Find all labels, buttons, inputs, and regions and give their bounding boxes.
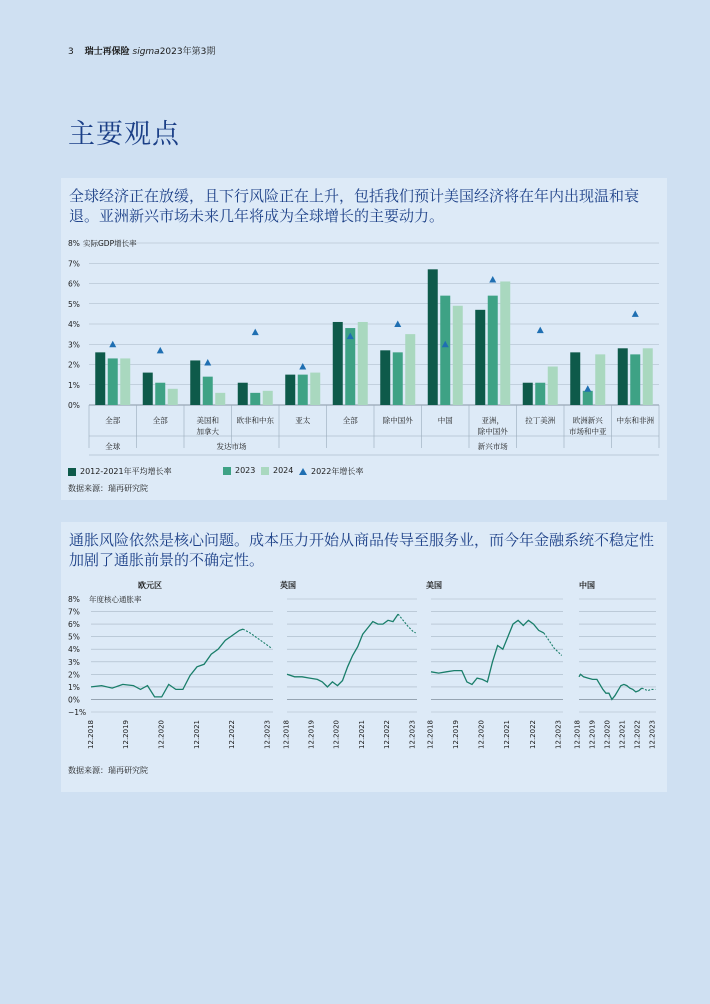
y-tick-label: 5% (68, 299, 80, 309)
inflation-forecast-line (544, 633, 562, 656)
bar (535, 383, 545, 405)
bar (143, 373, 153, 405)
bar (333, 322, 343, 405)
inflation-line (431, 620, 544, 684)
inflation-panel (61, 522, 667, 792)
legend-label-2024: 2024 (273, 466, 294, 475)
x-category-label: 亚太 (295, 416, 311, 425)
marker-2022 (299, 363, 306, 370)
triangle-marker-icon (299, 468, 307, 475)
publication-issue: 2023年第3期 (159, 47, 216, 57)
bar (523, 383, 533, 405)
gdp-source: 数据来源：瑞再研究院 (68, 484, 148, 493)
x-tick-label: 12.2021 (357, 720, 366, 749)
bar (643, 348, 653, 405)
x-tick-label: 12.2018 (573, 720, 582, 749)
x-tick-label: 12.2020 (477, 720, 486, 749)
legend-item-2022 (299, 466, 363, 477)
x-category-label: 中东和非洲 (616, 416, 654, 425)
legend-item-avg (68, 466, 172, 477)
x-tick-label: 12.2019 (451, 720, 460, 749)
group-label: 全球 (105, 442, 121, 451)
bar (488, 296, 498, 405)
legend-label-2023: 2023 (235, 466, 256, 475)
bar (285, 375, 295, 405)
marker-2022 (157, 347, 164, 354)
brand-name: 瑞士再保险 (84, 47, 130, 57)
x-category-label: 美国和 (196, 416, 219, 425)
mini-chart-title-us: 美国 (426, 581, 442, 590)
y-tick-label: 7% (68, 259, 80, 269)
mini-chart-title-eurozone: 欧元区 (138, 581, 162, 590)
bar (475, 310, 485, 405)
bar (250, 393, 260, 405)
bar (168, 389, 178, 405)
x-tick-label: 12.2020 (603, 720, 612, 749)
y-tick-label: 4% (68, 645, 80, 655)
x-tick-label: 12.2023 (554, 720, 563, 749)
inflation-panel-text: 通胀风险依然是核心问题。成本压力开始从商品传导至服务业，而今年金融系统不稳定性加剧了通胀前景的不确定性。 (69, 531, 655, 569)
bar (393, 352, 403, 405)
y-tick-label: 3% (68, 657, 80, 667)
bar (583, 391, 593, 405)
bar (345, 328, 355, 405)
y-tick-label: 7% (68, 607, 80, 617)
x-tick-label: 12.2020 (157, 720, 166, 749)
bar (310, 373, 320, 405)
bar (595, 354, 605, 405)
y-tick-label: −1% (68, 708, 87, 717)
gdp-bar-chart (61, 178, 667, 468)
y-tick-label: 6% (68, 620, 80, 630)
y-tick-label: 8% (68, 239, 80, 248)
x-tick-label: 12.2022 (383, 720, 392, 749)
bar (570, 352, 580, 405)
page-header (68, 44, 215, 57)
page-number: 3 (68, 47, 74, 57)
y-tick-label: 2% (68, 360, 80, 370)
inflation-line (287, 614, 398, 687)
bar (190, 360, 200, 405)
bar (215, 393, 225, 405)
x-tick-label: 12.2020 (332, 720, 341, 749)
x-tick-label: 12.2019 (307, 720, 316, 749)
y-tick-label: 4% (68, 320, 80, 329)
x-category-label: 中国 (437, 416, 453, 425)
bar (380, 350, 390, 405)
marker-2022 (252, 329, 259, 336)
marker-2022 (204, 359, 211, 366)
marker-2022 (632, 310, 639, 317)
x-tick-label: 12.2021 (503, 720, 512, 749)
bar (548, 367, 558, 405)
marker-2022 (584, 385, 591, 392)
bar (358, 322, 368, 405)
y-tick-label: 1% (68, 380, 80, 390)
inflation-forecast-line (398, 614, 416, 633)
x-tick-label: 12.2021 (192, 720, 201, 749)
page-title: 主要观点 (68, 119, 180, 150)
publication-italic: sigma (132, 47, 160, 57)
x-category-label: 除中国外 (477, 427, 508, 436)
group-label: 发达市场 (216, 442, 247, 451)
marker-2022 (489, 276, 496, 283)
bar (120, 358, 130, 405)
inflation-forecast-line (642, 688, 656, 691)
bar (453, 306, 463, 405)
x-category-label: 亚洲， (481, 416, 504, 425)
x-tick-label: 12.2022 (528, 720, 537, 749)
y-tick-label: 2% (68, 670, 80, 680)
bar (298, 375, 308, 405)
x-category-label: 市场和中亚 (569, 427, 607, 436)
x-tick-label: 12.2023 (263, 720, 272, 749)
x-category-label: 全部 (152, 416, 168, 425)
y-tick-label: 3% (68, 340, 80, 350)
x-tick-label: 12.2018 (282, 720, 291, 749)
bar (500, 281, 510, 405)
x-tick-label: 12.2021 (618, 720, 627, 749)
y-tick-label: 0% (68, 695, 80, 705)
mini-chart-title-uk: 英国 (280, 581, 296, 590)
y-tick-label: 0% (68, 401, 80, 410)
gdp-panel-text: 全球经济正在放缓，且下行风险正在上升，包括我们预计美国经济将在年内出现温和衰退。亚洲新兴市场未来几年将成为全球增长的主要动力。 (69, 187, 640, 225)
group-label: 新兴市场 (477, 442, 508, 451)
legend-item-2023 (223, 466, 255, 475)
gdp-panel (61, 178, 667, 500)
bar (95, 352, 105, 405)
x-category-label: 拉丁美洲 (525, 416, 556, 425)
x-tick-label: 12.2018 (86, 720, 95, 749)
legend-label-2022: 2022年增长率 (311, 467, 364, 476)
inflation-source: 数据来源：瑞再研究院 (68, 766, 148, 775)
x-category-label: 除中国外 (382, 416, 413, 425)
inflation-forecast-line (243, 629, 271, 648)
x-tick-label: 12.2018 (426, 720, 435, 749)
y-tick-label: 8% (68, 595, 80, 604)
x-category-label: 欧洲新兴 (572, 416, 603, 425)
y-tick-label: 6% (68, 279, 80, 289)
legend-swatch-avg (68, 468, 76, 476)
y-axis-label: 实际GDP增长率 (83, 239, 137, 248)
x-category-label: 加拿大 (196, 427, 219, 436)
x-tick-label: 12.2022 (228, 720, 237, 749)
bar (440, 296, 450, 405)
x-tick-label: 12.2023 (408, 720, 417, 749)
legend-label-avg: 2012-2021年平均增长率 (80, 467, 172, 476)
bar (238, 383, 248, 405)
x-tick-label: 12.2019 (122, 720, 131, 749)
y-axis-label: 年度核心通胀率 (89, 595, 142, 604)
bar (203, 377, 213, 405)
x-category-label: 欧非和中东 (236, 416, 274, 425)
legend-swatch-2023 (223, 467, 231, 475)
mini-chart-title-china: 中国 (579, 581, 595, 590)
bar (428, 269, 438, 405)
marker-2022 (537, 327, 544, 334)
x-tick-label: 12.2022 (633, 720, 642, 749)
x-tick-label: 12.2019 (588, 720, 597, 749)
inflation-line-charts (61, 522, 667, 762)
bar (263, 391, 273, 405)
bar (630, 354, 640, 405)
x-category-label: 全部 (342, 416, 358, 425)
legend-swatch-2024 (261, 467, 269, 475)
x-category-label: 全部 (105, 416, 121, 425)
legend-item-2024 (261, 466, 293, 475)
x-tick-label: 12.2023 (648, 720, 657, 749)
y-tick-label: 1% (68, 682, 80, 692)
bar (155, 383, 165, 405)
bar (405, 334, 415, 405)
bar (108, 358, 118, 405)
bar (618, 348, 628, 405)
y-tick-label: 5% (68, 632, 80, 642)
